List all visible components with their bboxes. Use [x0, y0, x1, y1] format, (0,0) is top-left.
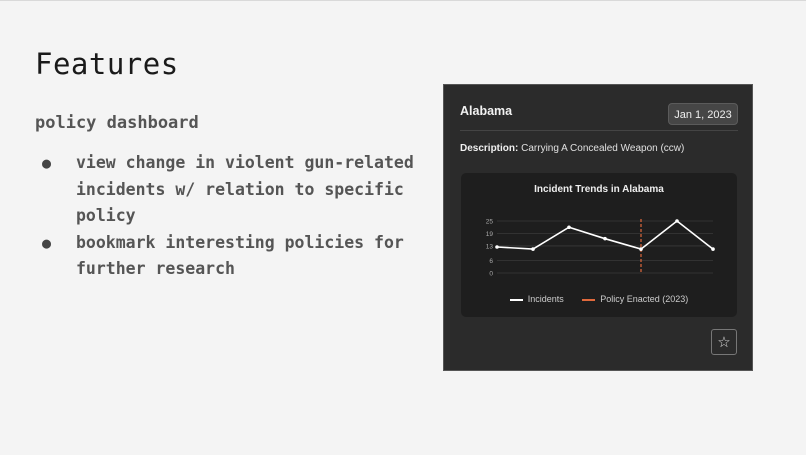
series-line: [497, 221, 713, 249]
slide-subtitle: policy dashboard: [35, 113, 199, 133]
star-icon: ☆: [717, 333, 731, 351]
legend-label: Policy Enacted (2023): [600, 294, 689, 304]
data-point: [675, 219, 679, 223]
feature-item: [40, 150, 420, 230]
legend-item-incidents: [510, 294, 564, 304]
data-point: [531, 247, 535, 251]
feature-list: [40, 150, 420, 283]
bookmark-button[interactable]: [711, 329, 737, 355]
date-badge: Jan 1, 2023: [668, 103, 738, 125]
legend-swatch: [510, 299, 523, 301]
chart-legend: [461, 294, 737, 304]
y-tick-label: 6: [489, 258, 493, 266]
feature-text: view change in violent gun-related incidents w/ relation to specific policy: [76, 153, 414, 225]
slide-title: Features: [35, 47, 179, 81]
top-border: [0, 0, 806, 1]
incident-chart: [461, 173, 737, 317]
policy-card: [443, 84, 753, 371]
y-tick-label: 25: [485, 218, 493, 226]
y-tick-label: 13: [485, 243, 493, 251]
bullet-icon: ●: [42, 233, 52, 252]
feature-item: [40, 230, 420, 283]
state-name: Alabama: [460, 104, 513, 118]
bullet-icon: ●: [42, 154, 52, 172]
data-point: [711, 247, 715, 251]
card-divider: [460, 130, 738, 131]
legend-item-policy: [582, 294, 688, 304]
y-tick-label: 0: [489, 270, 493, 278]
description-label: Description:: [460, 143, 519, 154]
description-text: Carrying A Concealed Weapon (ccw): [521, 143, 685, 154]
feature-text: bookmark interesting policies for further research: [76, 232, 404, 278]
chart-title: Incident Trends in Alabama: [534, 184, 664, 195]
y-tick-label: 19: [485, 230, 493, 238]
data-point: [639, 247, 643, 251]
data-point: [603, 237, 607, 241]
policy-description: [460, 143, 684, 154]
legend-swatch: [582, 299, 595, 301]
legend-label: Incidents: [527, 294, 564, 304]
data-point: [567, 225, 571, 229]
data-point: [495, 245, 499, 249]
